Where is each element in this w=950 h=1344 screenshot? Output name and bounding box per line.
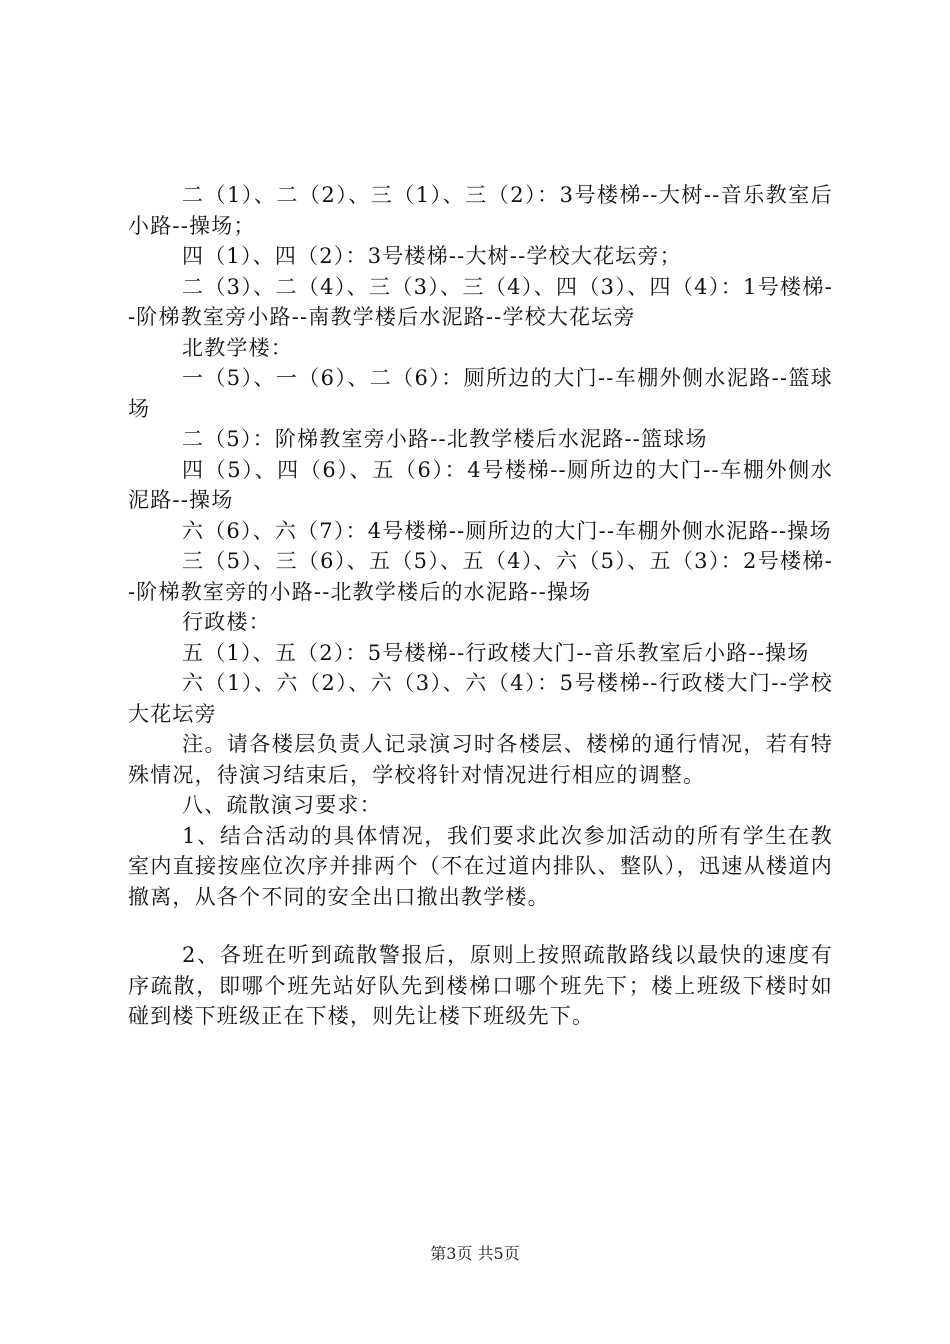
section-heading-north-building: 北教学楼： <box>182 335 293 360</box>
paragraph-route-toilet-gate: 一（5）、一（6）、二（6）：厕所边的大门--车棚外侧水泥路--篮球场 <box>128 366 833 421</box>
paragraph-route-3-stair-b: 四（1）、四（2）：3号楼梯--大树--学校大花坛旁； <box>182 244 682 268</box>
paragraph-route-lecture-hall: 二（5）：阶梯教室旁小路--北教学楼后水泥路--篮球场 <box>182 427 708 451</box>
paragraph-route-3-stair-a: 二（1）、二（2）、三（1）、三（2）：3号楼梯--大树--音乐教室后小路--操场； <box>128 183 833 238</box>
paragraph-route-2-stair: 三（5）、三（6）、五（5）、五（4）、六（5）、五（3）：2号楼梯--阶梯教室旁的小路--北教学楼后的水泥路--操场 <box>128 549 833 604</box>
paragraph-requirement-2: 2、各班在听到疏散警报后，原则上按照疏散路线以最快的速度有序疏散，即哪个班先站好队先到楼梯口哪个班先下；楼上班级下楼时如碰到楼下班级正在下楼，则先让楼下班级先下。 <box>128 943 833 1028</box>
paragraph-route-5-stair-b: 六（1）、六（2）、六（3）、六（4）：5号楼梯--行政楼大门--学校大花坛旁 <box>128 671 833 726</box>
paragraph-route-4-stair-b: 六（6）、六（7）：4号楼梯--厕所边的大门--车棚外侧水泥路--操场 <box>182 518 832 543</box>
paragraph-spacer <box>128 912 833 940</box>
section-heading-admin-building: 行政楼： <box>182 610 271 634</box>
paragraph-route-1-stair: 二（3）、二（4）、三（3）、三（4）、四（3）、四（4）：1号楼梯--阶梯教室旁小路--南教学楼后水泥路--学校大花坛旁 <box>128 274 833 329</box>
paragraph-requirement-1: 1、结合活动的具体情况，我们要求此次参加活动的所有学生在教室内直接按座位次序并排两个（不在过道内排队、整队），迅速从楼道内撤离，从各个不同的安全出口撤出教学楼。 <box>128 823 833 909</box>
page-number-footer: 第3页 共5页 <box>430 1244 520 1263</box>
paragraph-route-4-stair-a: 四（5）、四（6）、五（6）：4号楼梯--厕所边的大门--车棚外侧水泥路--操场 <box>128 457 833 512</box>
paragraph-route-5-stair-a: 五（1）、五（2）：5号楼梯--行政楼大门--音乐教室后小路--操场 <box>182 640 810 665</box>
section-heading-requirements: 八、疏散演习要求： <box>182 793 382 817</box>
paragraph-note: 注。请各楼层负责人记录演习时各楼层、楼梯的通行情况，若有特殊情况，待演习结束后，学校将针对情况进行相应的调整。 <box>128 732 833 787</box>
document-body <box>128 180 833 1032</box>
